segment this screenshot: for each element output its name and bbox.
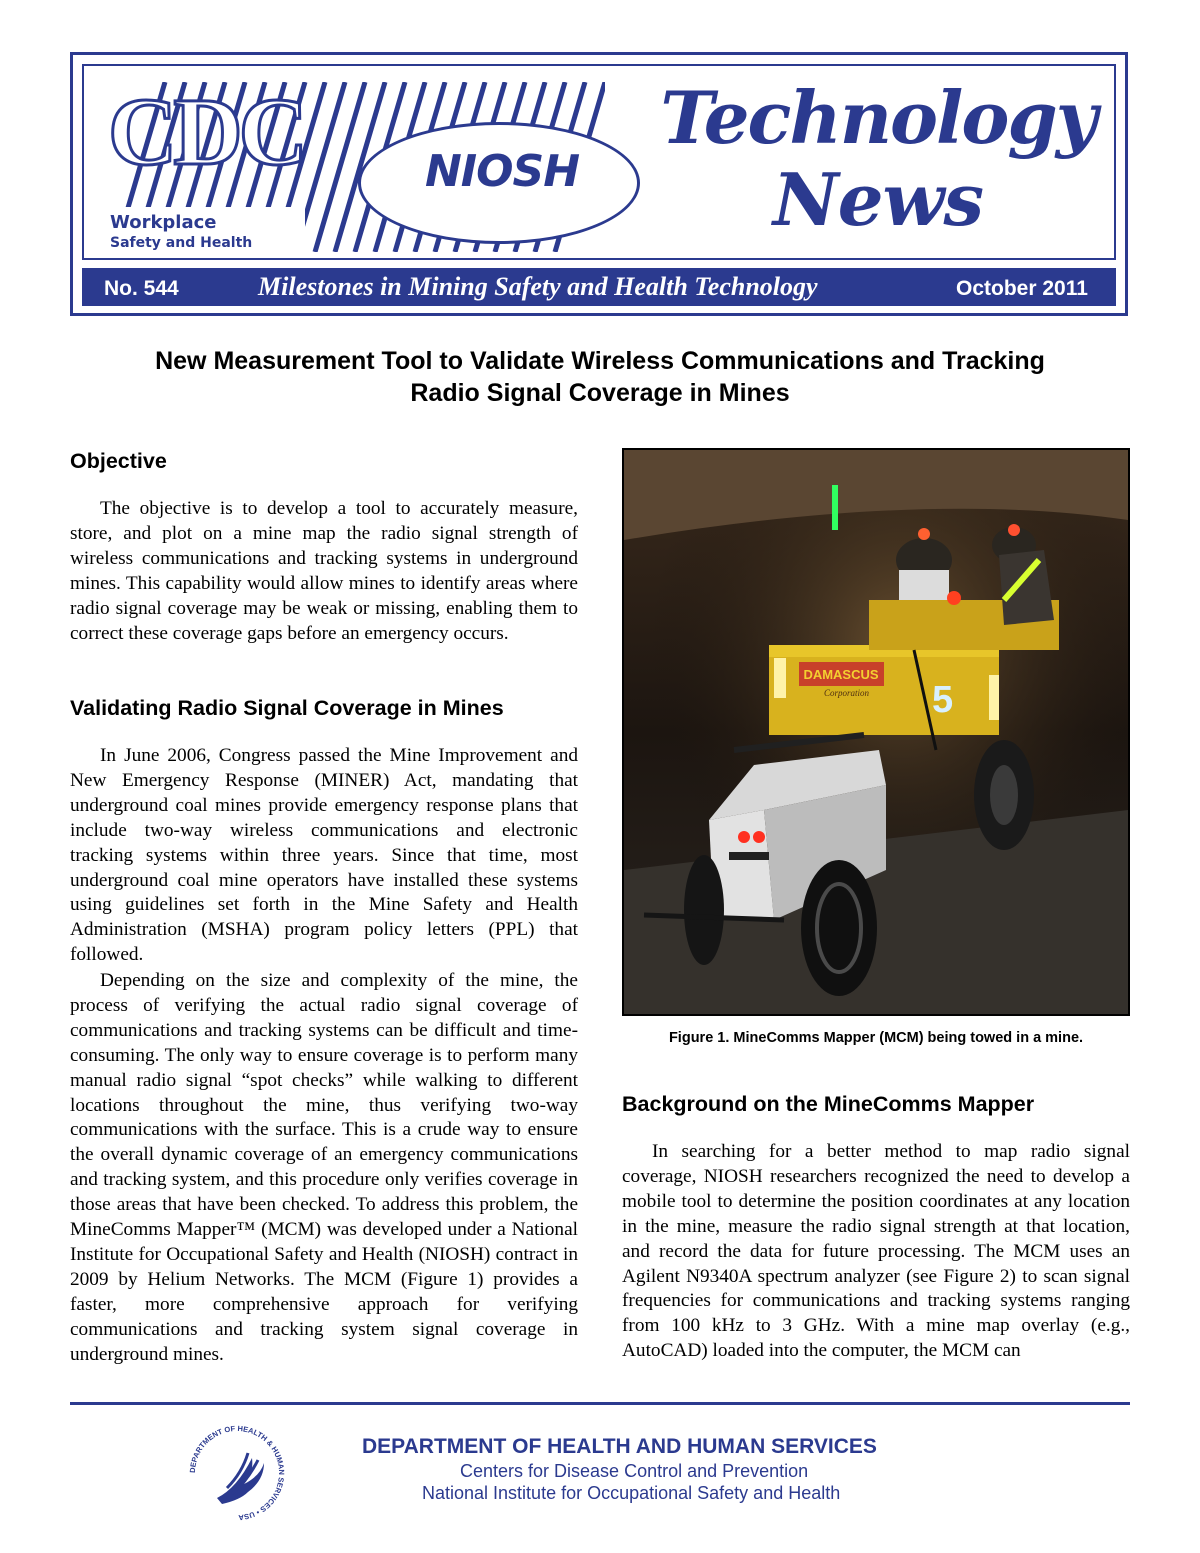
issue-number: No. 544 bbox=[104, 277, 179, 300]
hhs-seal-icon bbox=[182, 1418, 292, 1528]
validating-paragraph-1: In June 2006, Congress passed the Mine Improvement and New Emergency Response (MINER) Act, mandating that underground coal mines provide emergency response plans that include two-way wireless communications and electronic tracking systems within three years. Since that time, most underground coal mine operators have installed these systems using guidelines set forth in the Mine Safety and Health Administration (MSHA) program policy letters (PPL) that followed. bbox=[70, 745, 578, 966]
validating-heading: Validating Radio Signal Coverage in Mines bbox=[70, 696, 504, 720]
masthead-tagline: Milestones in Mining Safety and Health Technology bbox=[258, 272, 818, 301]
footer-rule bbox=[70, 1402, 1130, 1405]
department-name: DEPARTMENT OF HEALTH AND HUMAN SERVICES bbox=[362, 1435, 877, 1458]
figure-1-photo bbox=[622, 448, 1130, 1016]
validating-paragraph-2: Depending on the size and complexity of the mine, the process of verifying the actual radio signal coverage of communications and tracking systems can be difficult and time-consuming. The only way to ensure coverage is to perform many manual radio signal “spot checks” while walking to different locations throughout the mine, thus verifying two-way communications with the surface. This is a crude way to ensure the overall dynamic coverage of an emergency communications and tracking system, and this procedure only verifies coverage in those areas that have been checked. To address this problem, the MineComms Mapper™ (MCM) was developed under a National Institute for Occupational Safety and Health (NIOSH) contract in 2009 by Helium Networks. The MCM (Figure 1) provides a faster, more comprehensive approach for verifying communications and tracking system signal coverage in underground mines. bbox=[70, 970, 578, 1365]
seal-text: DEPARTMENT OF HEALTH & HUMAN SERVICES • USA bbox=[187, 1423, 287, 1523]
objective-heading: Objective bbox=[70, 449, 167, 473]
figure-1-caption: Figure 1. MineComms Mapper (MCM) being towed in a mine. bbox=[668, 1030, 1084, 1046]
article-title bbox=[70, 345, 1130, 409]
safety-health-text: Safety and Health bbox=[110, 235, 253, 251]
cart-number: 5 bbox=[932, 679, 954, 721]
niosh-name: National Institute for Occupational Safety and Health bbox=[422, 1483, 841, 1503]
cart-sublabel: Corporation bbox=[824, 688, 870, 698]
article-title-line1: New Measurement Tool to Validate Wireless Communications and Tracking bbox=[155, 347, 1045, 375]
objective-paragraph: The objective is to develop a tool to accurately measure, store, and plot on a mine map the radio signal strength of wireless communications and tracking systems in underground mines. This capability would allow mines to identify areas where radio signal coverage may be weak or missing, enabling them to correct these coverage gaps before an emergency occurs. bbox=[70, 498, 578, 644]
background-heading: Background on the MineComms Mapper bbox=[622, 1092, 1035, 1116]
article-title-line2: Radio Signal Coverage in Mines bbox=[410, 379, 790, 407]
cdc-logo-text: CDC bbox=[108, 78, 304, 185]
background-paragraph: In searching for a better method to map radio signal coverage, NIOSH researchers recognized the need to develop a mobile tool to determine the position coordinates at any location in the mine, measure the radio signal strength at that location, and record the data for future processing. The MCM uses an Agilent N9340A spectrum analyzer (see Figure 2) to scan signal frequencies for communications and tracking systems ranging from 100 kHz to 3 GHz. With a mine map overlay (e.g., AutoCAD) loaded into the computer, the MCM can bbox=[622, 1141, 1130, 1362]
issue-date: October 2011 bbox=[956, 277, 1088, 300]
niosh-logo-text: NIOSH bbox=[424, 146, 580, 197]
cart-label: DAMASCUS bbox=[803, 667, 879, 682]
cdc-name: Centers for Disease Control and Prevention bbox=[460, 1461, 809, 1481]
svg-text:DEPARTMENT OF HEALTH & HUMAN S bbox=[188, 1424, 286, 1522]
technology-title: Technology bbox=[660, 75, 1096, 160]
news-title: News bbox=[772, 157, 984, 242]
workplace-text: Workplace bbox=[110, 212, 217, 233]
mine-tunnel-illustration bbox=[624, 450, 1128, 1014]
